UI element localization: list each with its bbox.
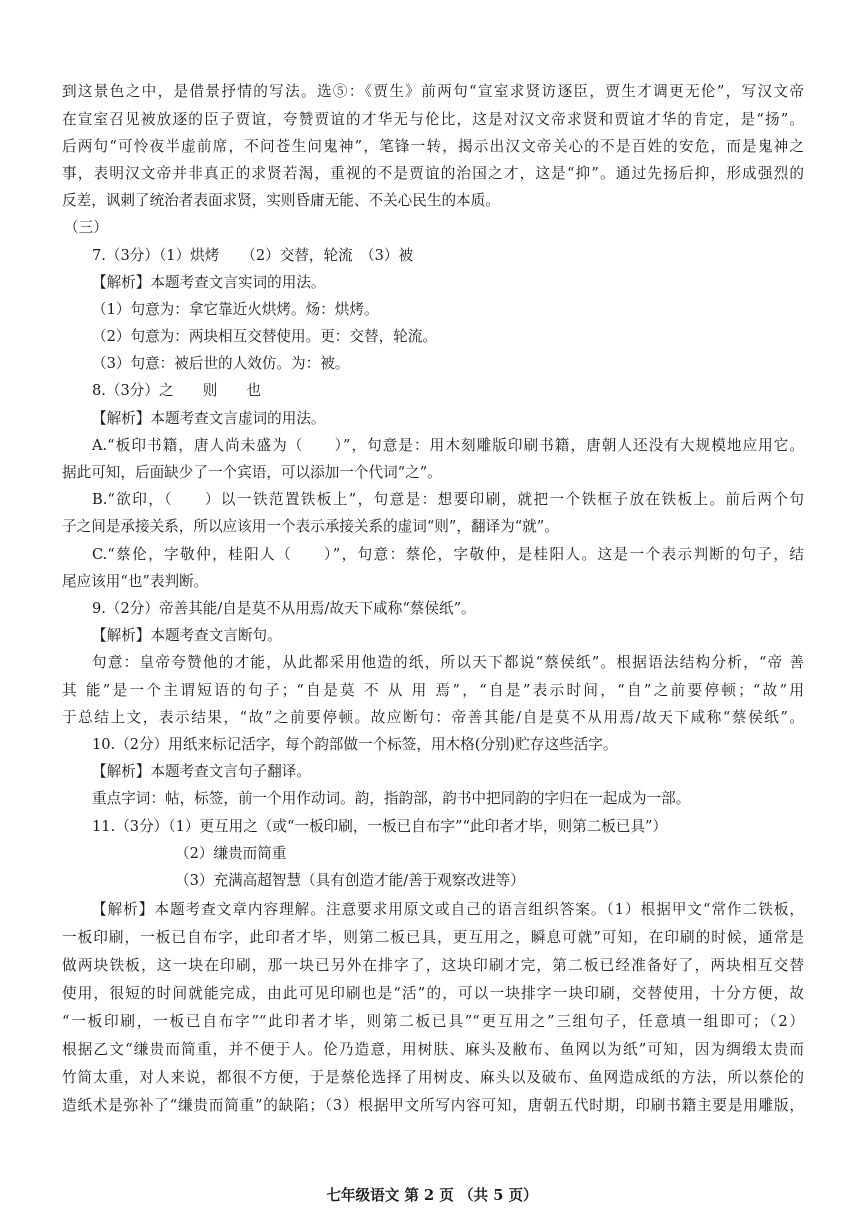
analysis-line: 造纸术是弥补了“缣贵而简重”的缺陷；（3）根据甲文所写内容可知，唐朝五代时期，印刷书籍主要是用雕版， xyxy=(62,1097,804,1114)
paragraph-line: 事，表明汉文帝并非真正的求贤若渴，重视的不是贾谊的治国之才，这是“抑”。通过先扬后抑，形成强烈的 xyxy=(62,165,804,182)
paragraph-line: 后两句“可怜夜半虚前席，不问苍生问鬼神”，笔锋一转，揭示出汉文帝关心的不是百姓的安危，而是鬼神之 xyxy=(62,138,804,155)
analysis-line: 一板印刷，一板已自布字，此印者才毕，则第二板已具，更互用之，瞬息可就”可知，在印刷的时候，通常是 xyxy=(62,929,804,946)
analysis-line: 【解析】本题考查文章内容理解。注意要求用原文或自己的语言组织答案。（1）根据甲文“常作二铁板， xyxy=(92,901,804,918)
analysis-line: 根据乙文“缣贵而简重，并不便于人。伦乃造意，用树肤、麻头及敝布、鱼网以为纸”可知，因为绸缎太贵而 xyxy=(62,1041,804,1058)
section-heading: （三） xyxy=(64,219,108,236)
analysis-line: 子之间是承接关系，所以应该用一个表示承接关系的虚词“则”，翻译为“就”。 xyxy=(62,518,559,535)
answer-line: （3）充满高超智慧（具有创造才能/善于观察改进等） xyxy=(175,872,525,889)
analysis-line: 使用，很短的时间就能完成，由此可见印刷也是“活”的，可以一块排字一块印刷，交替使用，十分方便，故 xyxy=(62,985,804,1002)
analysis-line: 重点字词：帖，标签，前一个用作动词。韵，指韵部，韵书中把同韵的字归在一起成为一部。 xyxy=(92,790,691,807)
answer-line: 10.（2分）用纸来标记活字，每个韵部做一个标签，用木格(分别)贮存这些活字。 xyxy=(92,736,618,753)
paragraph-line: 反差，讽刺了统治者表面求贤，实则昏庸无能、不关心民生的本质。 xyxy=(62,192,500,209)
analysis-line: 竹简太重，对人来说，都很不方便，于是蔡伦选择了用树皮、麻头以及破布、鱼网造成纸的方法，所以蔡伦的 xyxy=(62,1069,804,1086)
paragraph-line: 在宣室召见被放逐的臣子贾谊，夸赞贾谊的才华无与伦比，这是对汉文帝求贤和贾谊才华的肯定，是“扬”。 xyxy=(62,111,804,128)
analysis-line: 【解析】本题考查文言句子翻译。 xyxy=(92,763,311,780)
analysis-line: 【解析】本题考查文言虚词的用法。 xyxy=(92,410,326,427)
analysis-line: “一板印刷，一板已自布字”“此印者才毕，则第二板已具”“更互用之”三组句子，任意填一组即可；（2） xyxy=(62,1013,804,1030)
analysis-line: 【解析】本题考查文言实词的用法。 xyxy=(92,274,326,291)
analysis-line: 句意：皇帝夸赞他的才能，从此都采用他造的纸，所以天下都说“蔡侯纸”。根据语法结构分析，“帝 善 xyxy=(92,654,804,671)
analysis-line: B.“欲印，（ ）以一铁范置铁板上”，句意是：想要印刷，就把一个铁框子放在铁板上。前后两个句 xyxy=(92,491,804,508)
analysis-line: A.“板印书籍，唐人尚未盛为（ ）”，句意是：用木刻雕版印刷书籍，唐朝人还没有大规模地应用它。 xyxy=(92,437,804,454)
analysis-line: C.“蔡伦，字敬仲，桂阳人（ ）”，句意：蔡伦，字敬仲，是桂阳人。这是一个表示判断的句子，结 xyxy=(92,546,804,563)
analysis-line: （2）句意为：两块相互交替使用。更：交替，轮流。 xyxy=(92,328,437,345)
analysis-line: 据此可知，后面缺少了一个宾语，可以添加一个代词“之”。 xyxy=(62,464,442,481)
answer-line: 7.（3分）（1）烘烤 （2）交替，轮流 （3）被 xyxy=(92,247,414,264)
analysis-line: 【解析】本题考查文言断句。 xyxy=(92,627,282,644)
analysis-line: 做两块铁板，这一块在印刷，那一块已另外在排字了，这块印刷才完，第二板已经准备好了，两块相互交替 xyxy=(62,957,804,974)
analysis-line: （1）句意为：拿它靠近火烘烤。炀：烘烤。 xyxy=(92,301,379,318)
paragraph-line: 到这景色之中，是借景抒情的写法。选⑤：《贾生》前两句“宣室求贤访逐臣，贾生才调更无伦”，写汉文帝 xyxy=(62,83,804,100)
analysis-line: （3）句意：被后世的人效仿。为：被。 xyxy=(92,355,350,372)
answer-line: 8.（3分）之 则 也 xyxy=(92,382,262,399)
analysis-line: 其 能”是一个主谓短语的句子；“自是莫 不 从 用 焉”，“自是”表示时间，“自”之前要停顿；“故”用 xyxy=(62,682,804,699)
answer-line: 9.（2分）帝善其能/自是莫不从用焉/故天下咸称“蔡侯纸”。 xyxy=(92,600,476,617)
page-footer: 七年级语文 第 2 页 （共 5 页） xyxy=(326,1187,538,1204)
answer-line: （2）缣贵而简重 xyxy=(175,845,287,862)
analysis-line: 尾应该用“也”表判断。 xyxy=(62,573,209,590)
analysis-line: 于总结上文，表示结果，“故”之前要停顿。故应断句：帝善其能/自是莫不从用焉/故天下咸称“蔡侯纸”。 xyxy=(62,709,804,726)
answer-line: 11.（3分）（1）更互用之（或“一板印刷，一板已自布字”“此印者才毕，则第二板已具”） xyxy=(92,818,668,835)
